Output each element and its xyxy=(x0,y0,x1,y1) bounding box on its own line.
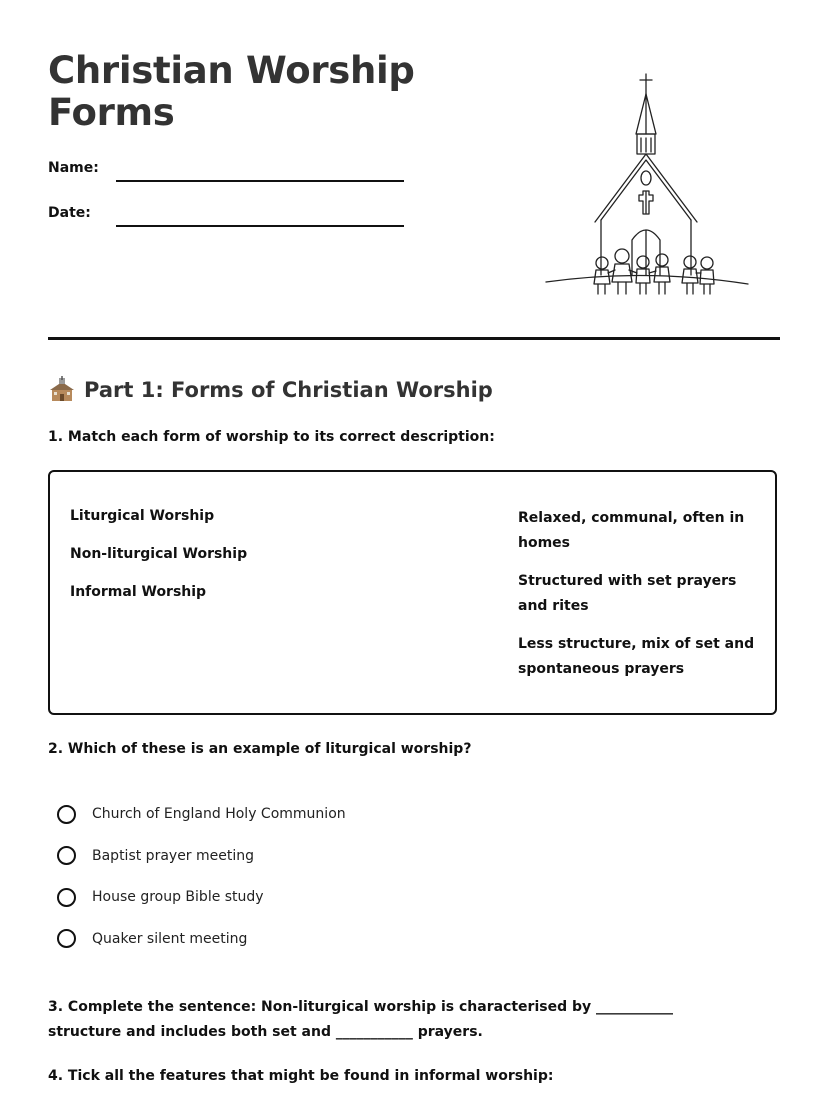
option-item[interactable] xyxy=(57,842,346,870)
question-2-options xyxy=(57,800,346,966)
match-descriptions xyxy=(518,506,758,695)
match-terms xyxy=(70,506,247,620)
match-description[interactable]: Less structure, mix of set and spontaneous prayers xyxy=(518,636,755,677)
match-term[interactable]: Liturgical Worship xyxy=(70,508,215,524)
match-description[interactable]: Relaxed, communal, often in homes xyxy=(518,510,745,551)
match-term[interactable]: Non-liturgical Worship xyxy=(70,546,248,562)
church-with-children-icon xyxy=(540,70,755,300)
option-item[interactable] xyxy=(57,883,346,911)
section-heading-part1 xyxy=(48,376,493,404)
church-icon xyxy=(48,376,76,404)
question-1: 1. Match each form of worship to its correct description: xyxy=(48,429,495,445)
option-label: House group Bible study xyxy=(92,889,264,906)
date-label: Date: xyxy=(48,205,91,221)
matching-box xyxy=(48,470,777,715)
option-item[interactable] xyxy=(57,800,346,828)
section-heading-text: Part 1: Forms of Christian Worship xyxy=(84,378,493,402)
page-title: Christian Worship Forms xyxy=(48,49,415,134)
header-divider xyxy=(48,337,780,340)
question-2: 2. Which of these is an example of liturgical worship? xyxy=(48,741,472,757)
option-label: Quaker silent meeting xyxy=(92,930,248,947)
date-field[interactable] xyxy=(116,225,404,227)
name-label: Name: xyxy=(48,160,99,176)
name-field[interactable] xyxy=(116,180,404,182)
radio-button[interactable] xyxy=(57,888,76,907)
question-4: 4. Tick all the features that might be found in informal worship: xyxy=(48,1068,554,1084)
option-item[interactable] xyxy=(57,925,346,953)
radio-button[interactable] xyxy=(57,929,76,948)
option-label: Baptist prayer meeting xyxy=(92,847,255,864)
question-3: 3. Complete the sentence: Non-liturgical worship is characterised by ___________ structure and includes both set and ___________ prayers. xyxy=(48,999,674,1040)
match-description[interactable]: Structured with set prayers and rites xyxy=(518,573,737,614)
option-label: Church of England Holy Communion xyxy=(92,806,346,822)
radio-button[interactable] xyxy=(57,805,76,824)
match-term[interactable]: Informal Worship xyxy=(70,584,207,600)
radio-button[interactable] xyxy=(57,846,76,865)
